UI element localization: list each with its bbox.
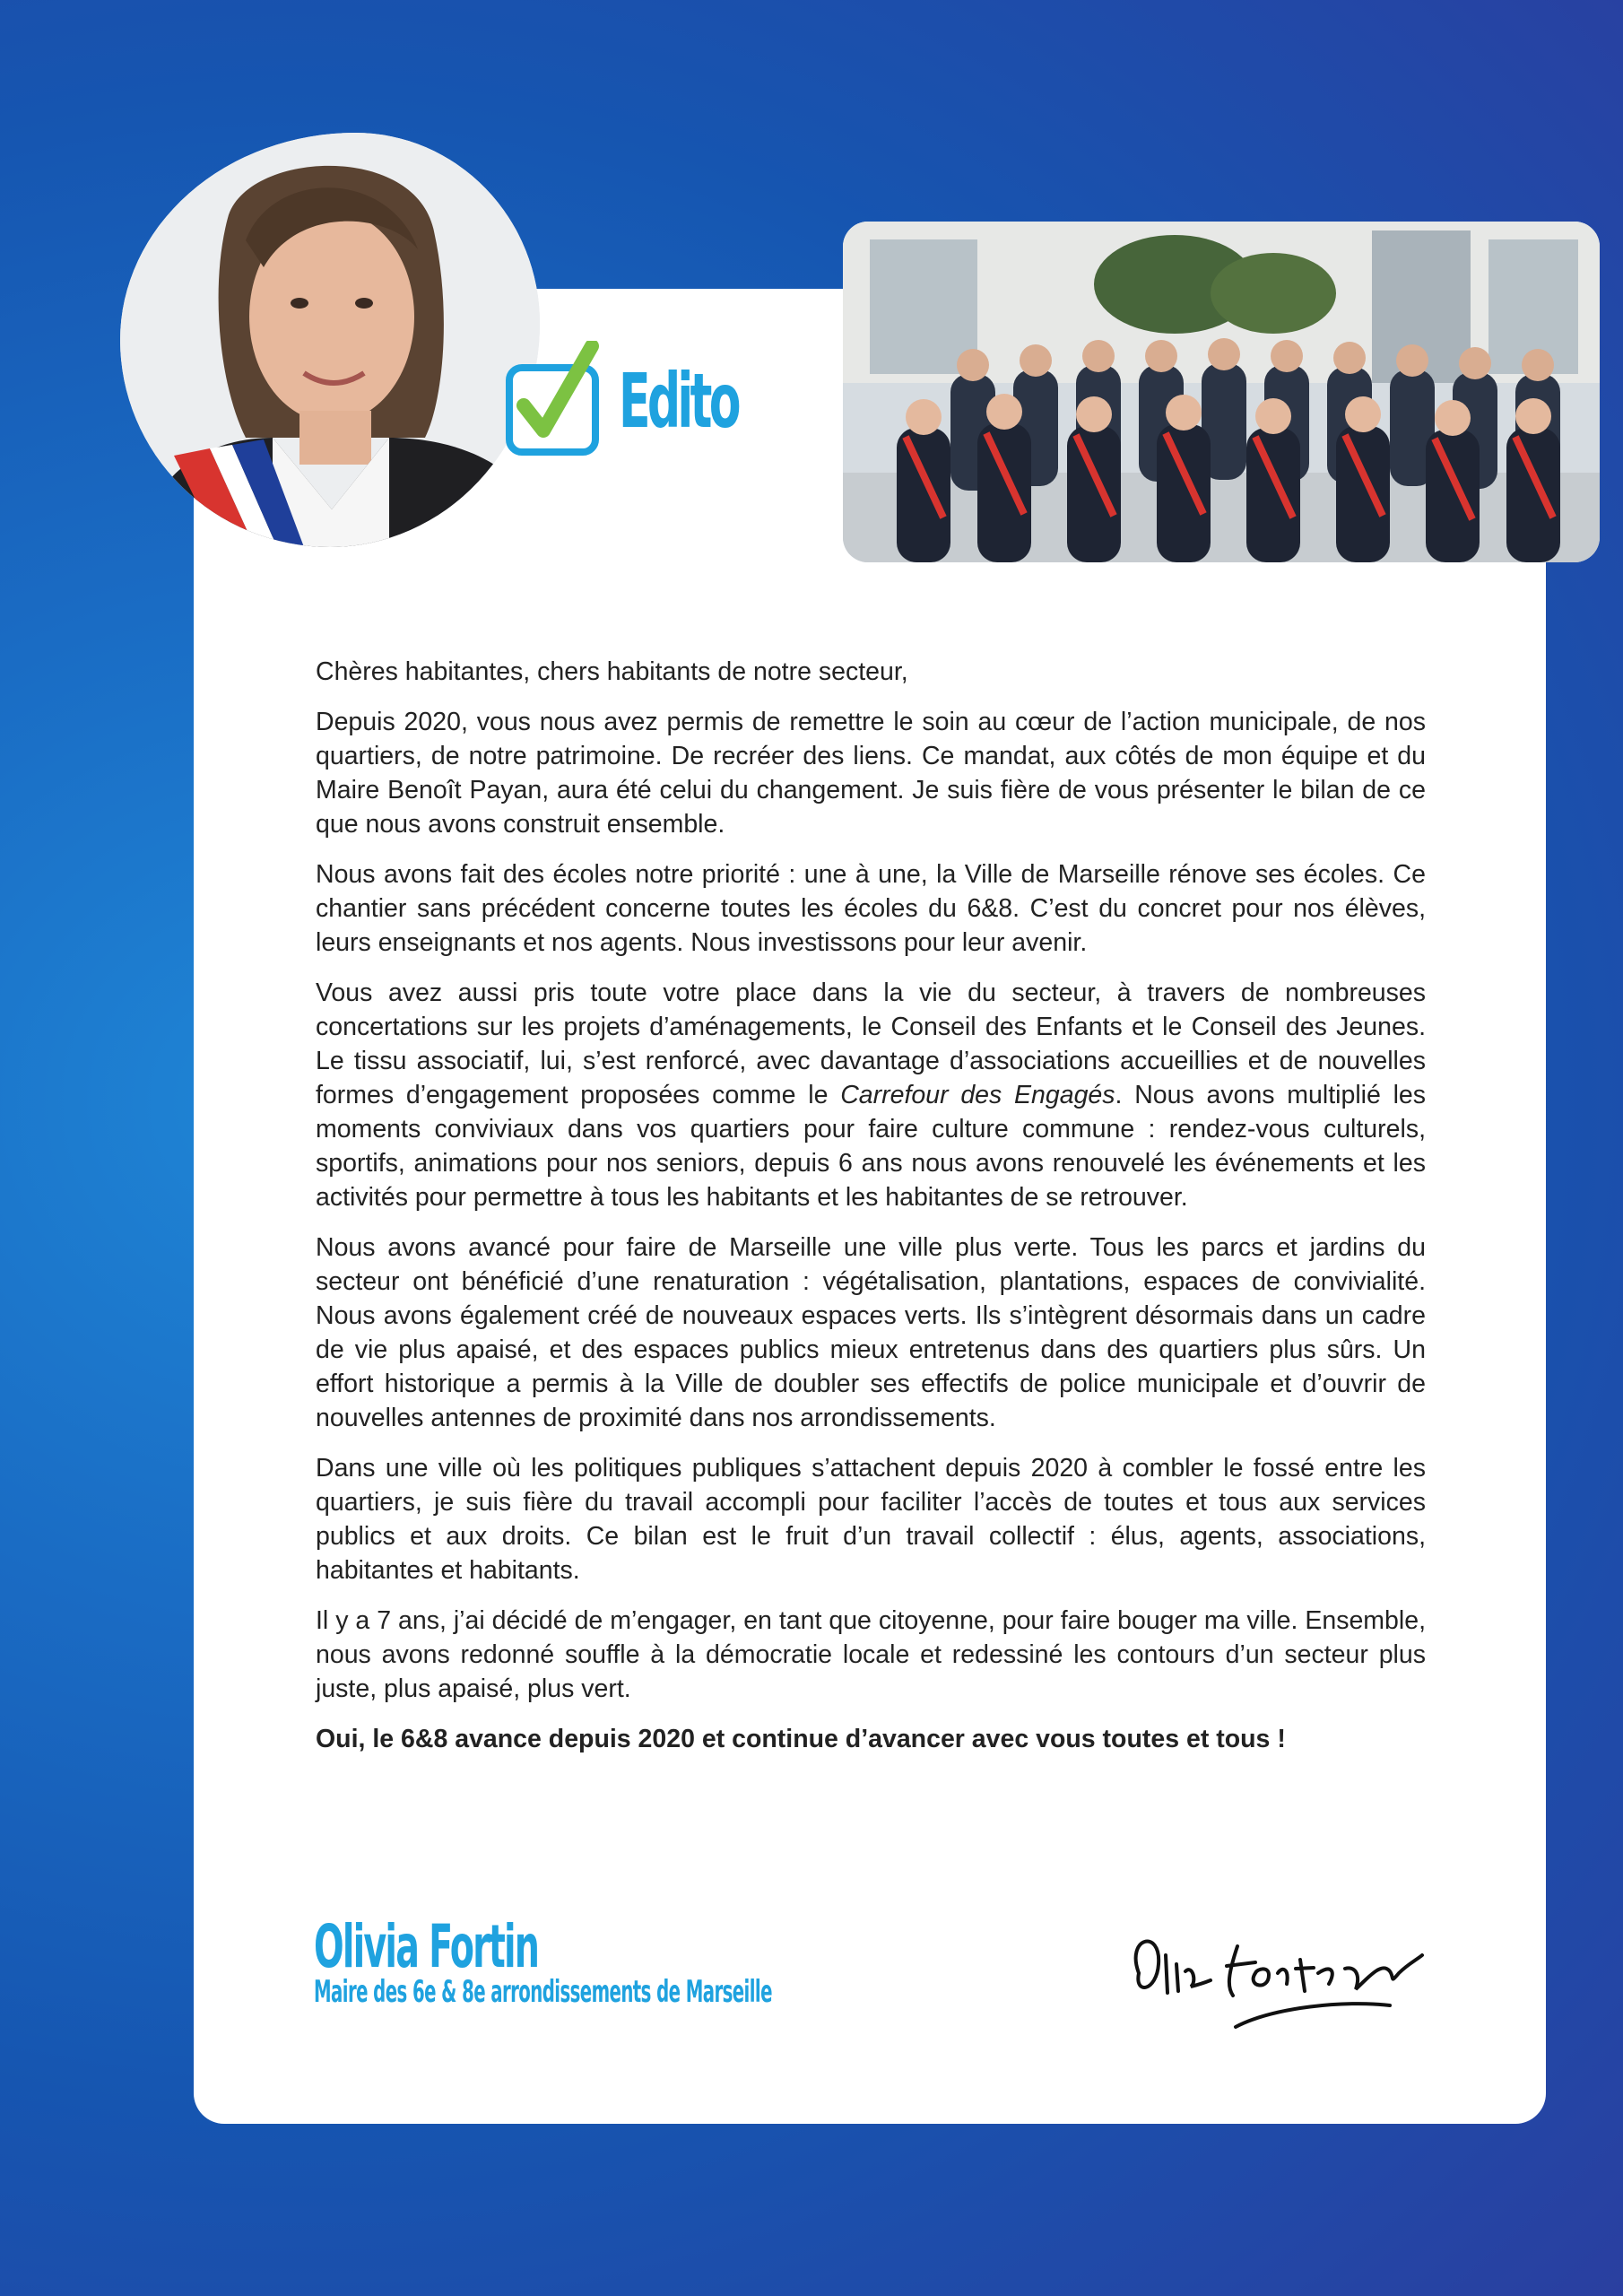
letter-salutation: Chères habitantes, chers habitants de notre secteur,: [316, 657, 908, 686]
carrefour-des-engages: Carrefour des Engagés: [840, 1081, 1115, 1109]
letter-paragraph-6: Il y a 7 ans, j’ai décidé de m’engager, en tant que citoyenne, pour faire bouger ma ville. Ensemble, nous avons redonné souffle à la démocratie locale et redessiné les contours d’un secteur plus juste, plus apaisé, plus vert.: [316, 1606, 1426, 1703]
signatory-role: Maire des 6e & 8e arrondissements de Marseille: [314, 1974, 772, 2010]
letter-paragraph-1: Depuis 2020, vous nous avez permis de remettre le soin au cœur de l’action municipale, de nos quartiers, de notre patrimoine. De recréer des liens. Ce mandat, aux côtés de mon équipe et du Maire Benoît Payan, aura été celui du changement. Je suis fière de vous présenter le bilan de ce que nous avons construit ensemble.: [316, 708, 1426, 839]
signatory-name: Olivia Fortin: [314, 1912, 539, 1981]
letter-paragraph-3: [316, 976, 1426, 1214]
letter-body: [316, 655, 1426, 1772]
elected-team-group-photo: [843, 222, 1600, 562]
edito-title: Edito: [619, 357, 738, 445]
letter-paragraph-3-part-2: . Nous avons multiplié les moments conviviaux dans vos quartiers pour faire culture commune : rendez-vous culturels, sportifs, animations pour nos seniors, depuis 6 ans nous avons renouvelé les événements et les activités pour permettre à tous les habitants et les habitantes de se retrouver.: [316, 1081, 1427, 1212]
letter-closing: Oui, le 6&8 avance depuis 2020 et continue d’avancer avec vous toutes et tous !: [316, 1725, 1286, 1753]
checkbox-check-icon: [504, 341, 603, 462]
letter-paragraph-5: Dans une ville où les politiques publiques s’attachent depuis 2020 à combler le fossé entre les quartiers, je suis fière du travail accompli pour faciliter l’accès de toutes et tous aux services publics et aux droits. Ce bilan est le fruit d’un travail collectif : élus, agents, associations, habitantes et habitants.: [316, 1454, 1426, 1585]
letter-paragraph-2: Nous avons fait des écoles notre priorité : une à une, la Ville de Marseille rénove ses écoles. Ce chantier sans précédent concerne toutes les écoles du 6&8. C’est du concret pour nos élèves, leurs enseignants et nos agents. Nous investissons pour leur avenir.: [316, 860, 1426, 957]
letter-paragraph-3-part-1: Vous avez aussi pris toute votre place dans la vie du secteur, à travers de nombreuses concertations sur les projets d’aménagements, le Conseil des Enfants et le Conseil des Jeunes. Le tissu associatif, lui, s’est renforcé, avec davantage d’associations accueillies et de nouvelles formes d’engagement proposées comme le: [316, 978, 1426, 1109]
edito-heading: [504, 343, 811, 459]
letter-paragraph-4: Nous avons avancé pour faire de Marseille une ville plus verte. Tous les parcs et jardins du secteur ont bénéficié d’une renaturation : végétalisation, plantations, espaces de convivialité. Nous avons également créé de nouveaux espaces verts. Ils s’intègrent désormais dans un cadre de vie plus apaisé, et des espaces publics mieux entretenus dans des quartiers plus sûrs. Un effort historique a permis à la Ville de doubler ses effectifs de police municipale et d’ouvrir de nouvelles antennes de proximité dans nos arrondissements.: [316, 1233, 1426, 1432]
signature-block: [314, 1912, 1104, 2010]
handwritten-signature: [1121, 1919, 1435, 2045]
